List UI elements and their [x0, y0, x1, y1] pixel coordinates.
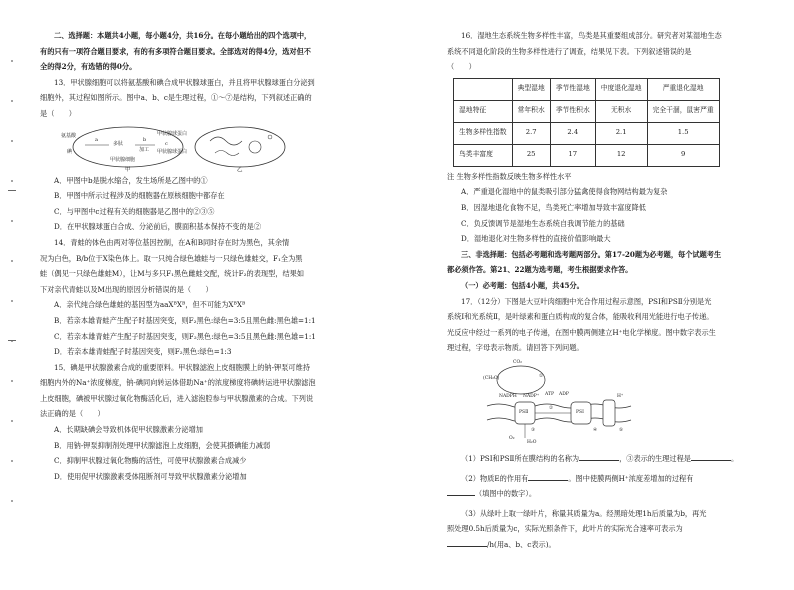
table-cell: 无积水	[595, 100, 647, 122]
q16-stem: 系统不同退化阶段的生物多样性进行了调查，结果见下表。下列叙述错误的是	[447, 46, 692, 56]
q17-part3-cont	[447, 537, 767, 553]
fig17-label: O₂	[509, 435, 515, 441]
fig17-label: H⁺	[617, 393, 624, 399]
q17-part2-text: （2）物质E的作用有	[461, 473, 529, 483]
fig13-label: 甲	[125, 166, 131, 173]
q14-option-c: C．若亲本雄青蛙产生配子时基因突变，则F₂黑色:绿色=3:5且黑色雌:黑色雄=1:1	[54, 331, 316, 341]
answer-blank[interactable]	[691, 452, 731, 461]
q13-stem: 是（ ）	[40, 108, 76, 118]
table-header-cell	[454, 78, 513, 100]
q13-option-c: C．与甲图中c过程有关的细胞器是乙图中的②③⑤	[54, 206, 215, 216]
q17-part1-text: ，③表示的生理过程是	[619, 453, 691, 463]
q13-diagram	[65, 123, 325, 173]
table-cell: 9	[647, 144, 719, 166]
q15-option-a: A．长期缺碘会导致机体促甲状腺激素分泌增加	[54, 425, 203, 435]
fig17-label: ⑤	[619, 427, 624, 433]
table-cell: 1.5	[647, 122, 719, 144]
q17-part2-text: 。图中使膜两侧H⁺浓度差增加的过程有	[568, 473, 694, 483]
table-row	[454, 100, 720, 122]
fig17-label: (CH₂O)	[483, 375, 500, 381]
fig13-label: a	[95, 136, 98, 143]
q17-part3: （3）从绿叶上取一绿叶片，称量其质量为a。经黑暗处理1h后质量为b，再光	[461, 508, 707, 518]
fig17-label: CO₂	[513, 359, 522, 365]
section3-subheading: （一）必考题：包括4小题，共45分。	[461, 280, 584, 290]
q14-option-a: A．亲代纯合绿色雄蛙的基因型为aaXᴮXᴮ，但不可能为XᴮXᴮ	[54, 300, 246, 310]
q16-option-b: B．因湿地退化食物不足，鸟类死亡率增加导致丰富度降低	[461, 202, 646, 212]
nucleus-shape	[249, 141, 261, 153]
fig17-label: ④	[593, 427, 598, 433]
fig13-label: 甲状腺细胞	[110, 156, 136, 163]
table-cell: 完全干涸，鼠害严重	[647, 100, 719, 122]
section3-heading: 三、非选择题：包括必考题和选考题两部分。第17-20题为必考题，每个试题考生	[461, 249, 722, 259]
binding-seam	[5, 40, 19, 520]
table-cell: 鸟类丰富度	[454, 144, 513, 166]
q14-stem: 下对亲代青蛙以及M出现的原因分析错误的是（ ）	[40, 284, 213, 294]
q17-figure	[479, 358, 639, 451]
q17-part1-text: 。	[730, 453, 739, 463]
fig17-label: PSⅠ	[576, 409, 584, 415]
fig13-label: 碘	[67, 148, 73, 155]
q17-part1-text: （1）PSⅠ和PSⅡ所在膜结构的名称为	[461, 453, 580, 463]
q17-part2	[447, 471, 767, 487]
answer-blank[interactable]	[447, 487, 475, 496]
table-cell: 25	[512, 144, 550, 166]
q15-stem: 15．碘是甲状腺激素合成的重要原料。甲状腺滤泡上皮细胞膜上的钠-钾泵可维持	[54, 362, 310, 372]
table-cell: 湿地特征	[454, 100, 513, 122]
calvin-cycle-shape	[497, 366, 545, 394]
q14-stem: 况为白色，B/b位于X染色体上。取一只纯合绿色雄蛙与一只绿色雄蛙交，F₁全为黑	[40, 253, 303, 263]
table-header-cell: 中度退化湿地	[595, 78, 647, 100]
left-column	[40, 0, 380, 590]
q13-stem: 细胞外，其过程如图所示。图中a、b、c是生理过程，①～⑦是结构，下列叙述正确的	[40, 93, 312, 103]
fig17-label: ATP	[545, 391, 555, 397]
q13-figure	[61, 123, 325, 173]
q17-stem: 理过程，字母表示物质。请回答下列问题。	[447, 343, 584, 353]
er-shape	[210, 137, 242, 145]
table-cell: 17	[550, 144, 595, 166]
table-cell: 12	[595, 144, 647, 166]
atp-synthase	[603, 400, 615, 426]
table-header-cell: 典型湿地	[512, 78, 550, 100]
q13-option-d: D．在甲状腺球蛋白合成、分泌前后，膜面积基本保持不变的是②	[54, 222, 262, 232]
table-cell: 常年积水	[512, 100, 550, 122]
table-cell: 季节性积水	[550, 100, 595, 122]
fig17-label: ③	[531, 427, 536, 433]
q16-table	[453, 78, 720, 167]
fig13-label: 多肽	[113, 140, 124, 147]
q15-option-c: C．抑制甲状腺过氧化物酶的活性，可使甲状腺激素合成减少	[54, 456, 247, 466]
q16-option-c: C．负反馈调节是湿地生态系统自我调节能力的基础	[461, 218, 625, 228]
q14-option-d: D．若亲本雄青蛙配子时基因突变，则F₂黑色:绿色=1:3	[54, 347, 232, 357]
q13-option-a: A．甲图中b是脱水缩合，发生场所是乙图中的①	[54, 175, 208, 185]
q16-note: 注 生物多样性指数反映生物多样性水平	[447, 171, 572, 181]
q14-stem: 14．青蛙的体色由两对等位基因控制，在A和B同时存在时为黑色，其余情	[54, 237, 290, 247]
table-cell: 2.7	[512, 122, 550, 144]
fig13-label: 加工	[139, 146, 150, 153]
fig17-label: ①	[539, 373, 544, 379]
fig17-label: ②	[549, 405, 554, 411]
q13-option-b: B．甲图中所示过程涉及的细胞器在原核细胞中都存在	[54, 191, 225, 201]
q17-diagram	[479, 358, 639, 451]
cell-outline-yi	[195, 127, 285, 167]
table-cell: 2.1	[595, 122, 647, 144]
section3-line: 都必须作答。第21、22题为选考题，考生根据要求作答。	[447, 265, 633, 275]
answer-blank[interactable]	[447, 538, 487, 547]
section2-heading: 二、选择题：本题共4小题，每小题4分，共16分。在每小题给出的四个选项中，	[54, 31, 312, 40]
table-header-row	[454, 78, 720, 100]
q16-option-a: A．严重退化湿地中的鼠类吸引部分猛禽使得食物网结构最为复杂	[461, 187, 668, 197]
fig13-label: c	[165, 140, 168, 147]
section2-line: 有的只有一项符合题目要求，有的有多项符合题目要求。全部选对的得4分，选对但不	[40, 46, 311, 56]
table-cell: 2.4	[550, 122, 595, 144]
q17-stem: 系统Ⅰ和光系统Ⅱ，是叶绿素和蛋白质构成的复合体，能吸收利用光能进行电子传递。	[447, 312, 714, 322]
q16-stem: 16．湿地生态系统生物多样性丰富，鸟类是其重要组成部分。研究者对某湿地生态	[461, 31, 722, 40]
q17-part3-text: /h(用a、b、c表示)。	[487, 539, 556, 549]
q17-stem: 17．（12分）下图是大豆叶肉细胞中光合作用过程示意图，PSⅠ和PSⅡ分别是光	[461, 296, 712, 306]
fig17-label: PSⅡ	[519, 409, 529, 415]
fig17-label: H₂O	[527, 439, 537, 445]
fig13-label: b	[143, 136, 147, 143]
table-row	[454, 122, 720, 144]
vesicle-shape	[268, 135, 272, 139]
q15-stem: 上皮细胞，碘被甲状腺过氧化物酶活化后，进入滤泡腔参与甲状腺激素的合成。下列说	[40, 393, 314, 403]
right-column	[447, 0, 767, 590]
answer-blank[interactable]	[579, 452, 619, 461]
fig17-label: NADPH	[499, 393, 517, 399]
q16-option-d: D．湿地退化对生物多样性的直接价值影响最大	[461, 234, 611, 244]
q17-part2-text: （填图中的数字）。	[475, 489, 537, 499]
q17-stem: 光反应中经过一系列的电子传递，在图中膜两侧建立H⁺电化学梯度。图中数字表示生	[447, 327, 716, 337]
fig17-label: ADP	[559, 391, 569, 397]
table-header-cell: 严重退化湿地	[647, 78, 719, 100]
fig13-label: 氨基酸	[61, 132, 77, 139]
table-row	[454, 144, 720, 166]
fig13-label: 乙	[237, 166, 243, 173]
section2-line: 全的得2分，有选错的得0分。	[40, 62, 137, 72]
q14-stem: 蛙（偶见一只绿色雄蛙M），让M与多只F₁黑色雌蛙交配，统计F₂的表现型，结果如	[40, 269, 305, 279]
q15-option-b: B．用钠-钾泵抑制剂处理甲状腺滤泡上皮细胞，会使其摄碘能力减弱	[54, 440, 271, 450]
golgi-shape	[215, 150, 239, 155]
q15-option-d: D．使用促甲状腺激素受体阻断剂可导致甲状腺激素分泌增加	[54, 471, 247, 481]
q13-stem: 13．甲状腺细胞可以将氨基酸和碘合成甲状腺球蛋白，并且将甲状腺球蛋白分泌到	[54, 77, 315, 87]
fig13-label: 甲状腺球蛋白	[157, 148, 188, 155]
q17-part2-cont	[447, 486, 767, 502]
fig17-label: NADP⁺	[523, 393, 540, 399]
q16-stem: （ ）	[447, 62, 476, 72]
q15-stem: 细胞内外的Na⁺浓度梯度，钠-碘同向转运体借助Na⁺的浓度梯度将碘转运进甲状腺滤泡	[40, 378, 316, 388]
q14-option-b: B．若亲本雄青蛙产生配子时基因突变，则F₂黑色:绿色=3:5且黑色雌:黑色雄=1:1	[54, 315, 316, 325]
q15-stem: 法正确的是（ ）	[40, 409, 105, 419]
fig13-label: 甲状腺球蛋白	[157, 130, 188, 137]
table-header-cell: 季节性湿地	[550, 78, 595, 100]
q17-part3: 照处理0.5h后质量为c，实际光照条件下，此叶片的实际光合速率可表示为	[447, 524, 683, 534]
table-cell: 生物多样性指数	[454, 122, 513, 144]
q17-part1	[447, 451, 767, 467]
answer-blank[interactable]	[528, 472, 568, 481]
